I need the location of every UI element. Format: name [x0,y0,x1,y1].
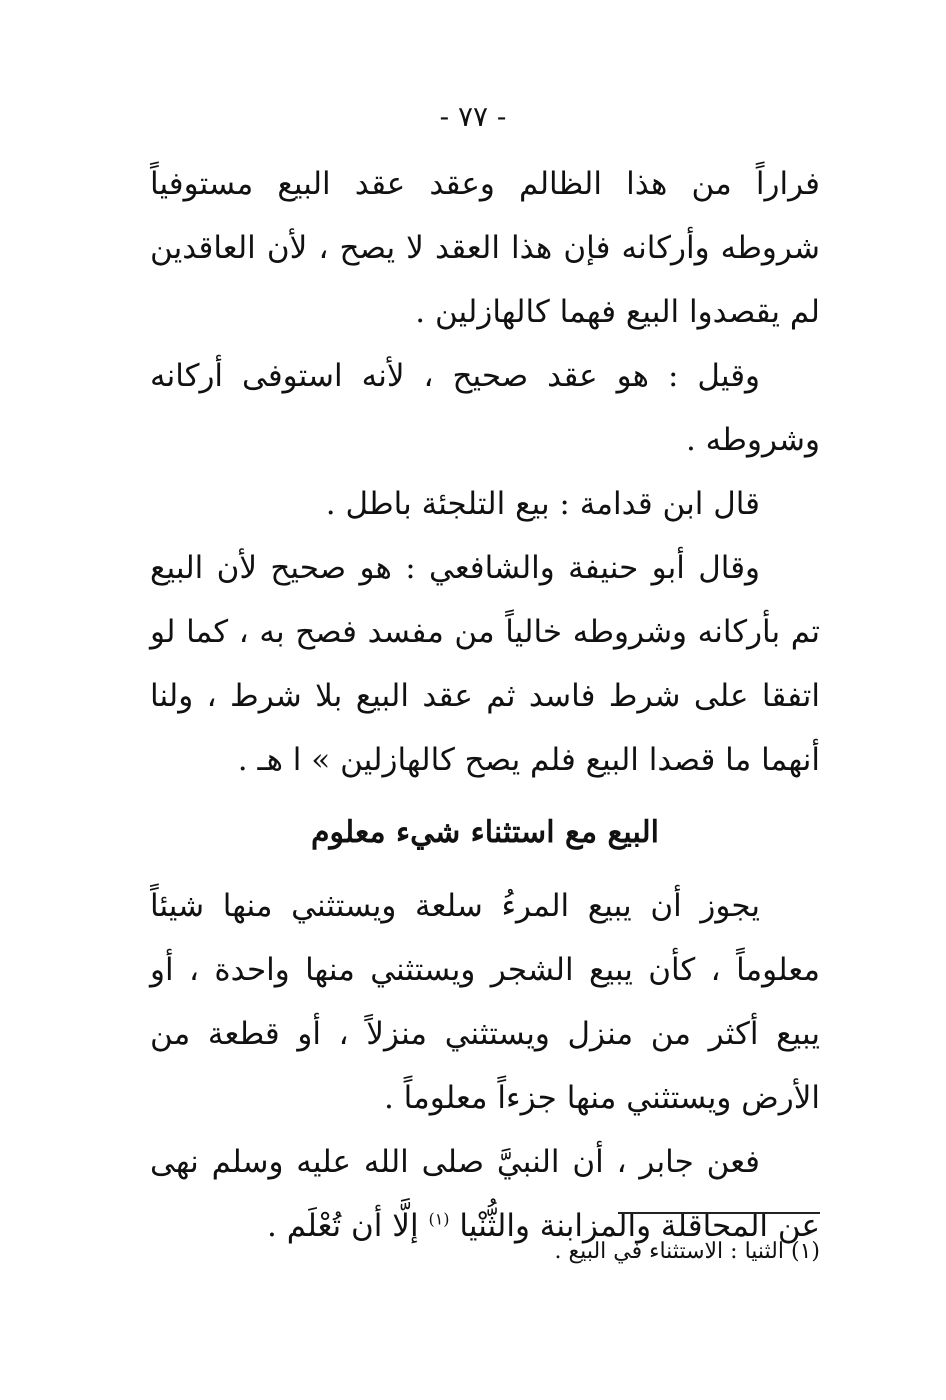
paragraph-1: فراراً من هذا الظالم وعقد عقد البيع مستوفياً شروطه وأركانه فإن هذا العقد لا يصح ، لأن العاقدين لم يقصدوا البيع فهما كالهازلين . [150,166,820,330]
footnote-marker: (١) [428,1209,450,1229]
paragraph-6-text-b: إلَّا أن تُعْلَم . [267,1208,419,1244]
page-number: - ٧٧ - [439,100,507,133]
footnote: (١) الثنيا : الاستثناء في البيع . [554,1239,820,1264]
main-text [150,152,820,1258]
paragraph-2: وقيل : هو عقد صحيح ، لأنه استوفى أركانه وشروطه . [150,358,820,458]
paragraph-4: وقال أبو حنيفة والشافعي : هو صحيح لأن البيع تم بأركانه وشروطه خالياً من مفسد فصح به ، كما لو اتفقا على شرط فاسد ثم عقد البيع بلا شرط ، ولنا أنهما ما قصدا البيع فلم يصح كالهازلين » ا هـ . [150,550,820,778]
paragraph-5: يجوز أن يبيع المرءُ سلعة ويستثني منها شيئاً معلوماً ، كأن يبيع الشجر ويستثني منها واحدة ، أو يبيع أكثر من منزل ويستثني منزلاً ، أو قطعة من الأرض ويستثني منها جزءاً معلوماً . [150,888,821,1116]
section-heading: البيع مع استثناء شيء معلوم [310,815,660,850]
paragraph-3: قال ابن قدامة : بيع التلجئة باطل . [325,486,760,522]
paragraph-6-text-a: فعن جابر ، أن النبيَّ صلى الله عليه وسلم نهى عن المحاقلة والمزابنة والثُّنْيا [150,1144,820,1244]
footnote-divider [618,1212,820,1214]
